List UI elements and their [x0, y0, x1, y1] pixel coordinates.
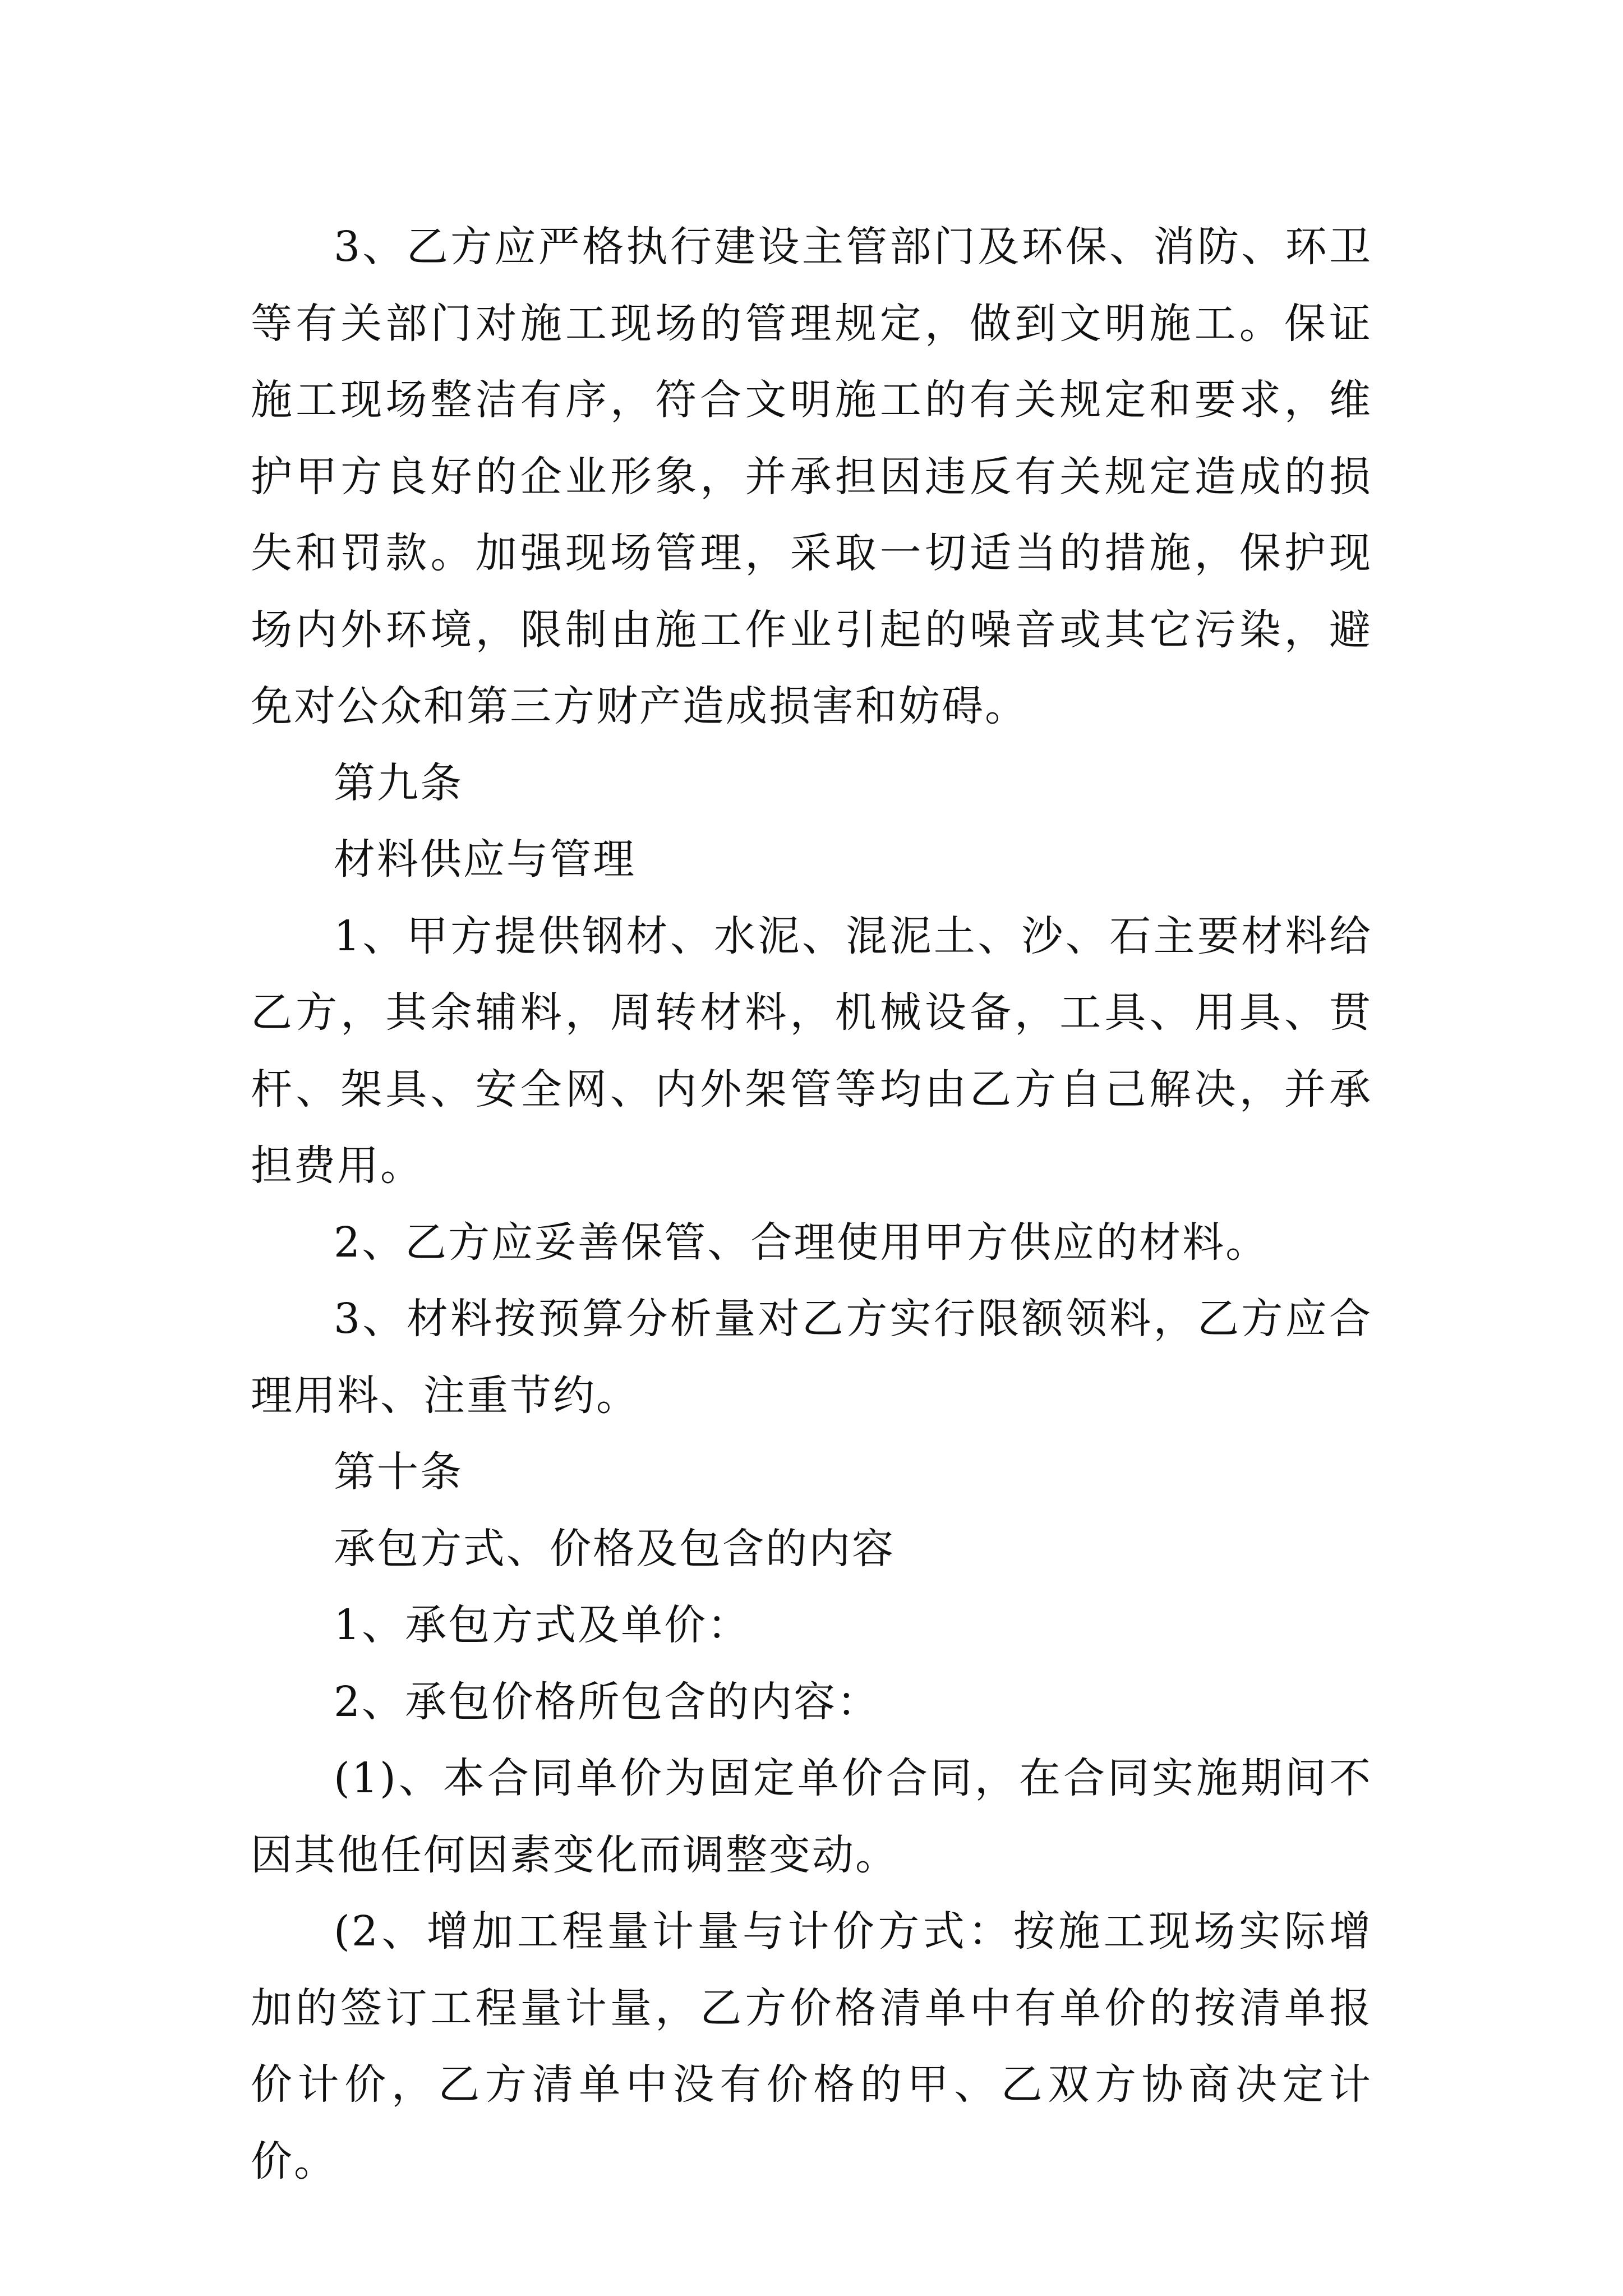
paragraph-contract-2-1: (1)、本合同单价为固定单价合同，在合同实施期间不因其他任何因素变化而调整变动。	[251, 1754, 1372, 1879]
paragraph-contract-2: 2、承包价格所包含的内容：	[334, 1677, 880, 1726]
article-heading-9: 第九条	[334, 758, 463, 807]
paragraph-materials-2: 2、乙方应妥善保管、合理使用甲方供应的材料。	[334, 1218, 1269, 1267]
paragraph-contract-2-2: (2、增加工程量计量与计价方式：按施工现场实际增加的签订工程量计量，乙方价格清单中有单价的按清单报价计价，乙方清单中没有价格的甲、乙双方协商决定计价。	[251, 1907, 1372, 2185]
paragraph-clause-3-site-management: 3、乙方应严格执行建设主管部门及环保、消防、环卫等有关部门对施工现场的管理规定，做到文明施工。保证施工现场整洁有序，符合文明施工的有关规定和要求，维护甲方良好的企业形象，并承担因违反有关规定造成的损失和罚款。加强现场管理，采取一切适当的措施，保护现场内外环境，限制由施工作业引起的噪音或其它污染，避免对公众和第三方财产造成损害和妨碍。	[251, 223, 1372, 730]
paragraph-materials-1: 1、甲方提供钢材、水泥、混泥土、沙、石主要材料给乙方，其余辅料，周转材料，机械设备，工具、用具、贯杆、架具、安全网、内外架管等均由乙方自己解决，并承担费用。	[251, 912, 1372, 1190]
paragraph-contract-1: 1、承包方式及单价：	[334, 1601, 751, 1649]
paragraph-materials-3: 3、材料按预算分析量对乙方实行限额领料，乙方应合理用料、注重节约。	[251, 1295, 1372, 1420]
article-title-materials: 材料供应与管理	[334, 835, 636, 884]
article-heading-10: 第十条	[334, 1448, 463, 1496]
document-body	[251, 209, 1372, 2200]
article-title-contract-method: 承包方式、价格及包含的内容	[334, 1524, 895, 1573]
